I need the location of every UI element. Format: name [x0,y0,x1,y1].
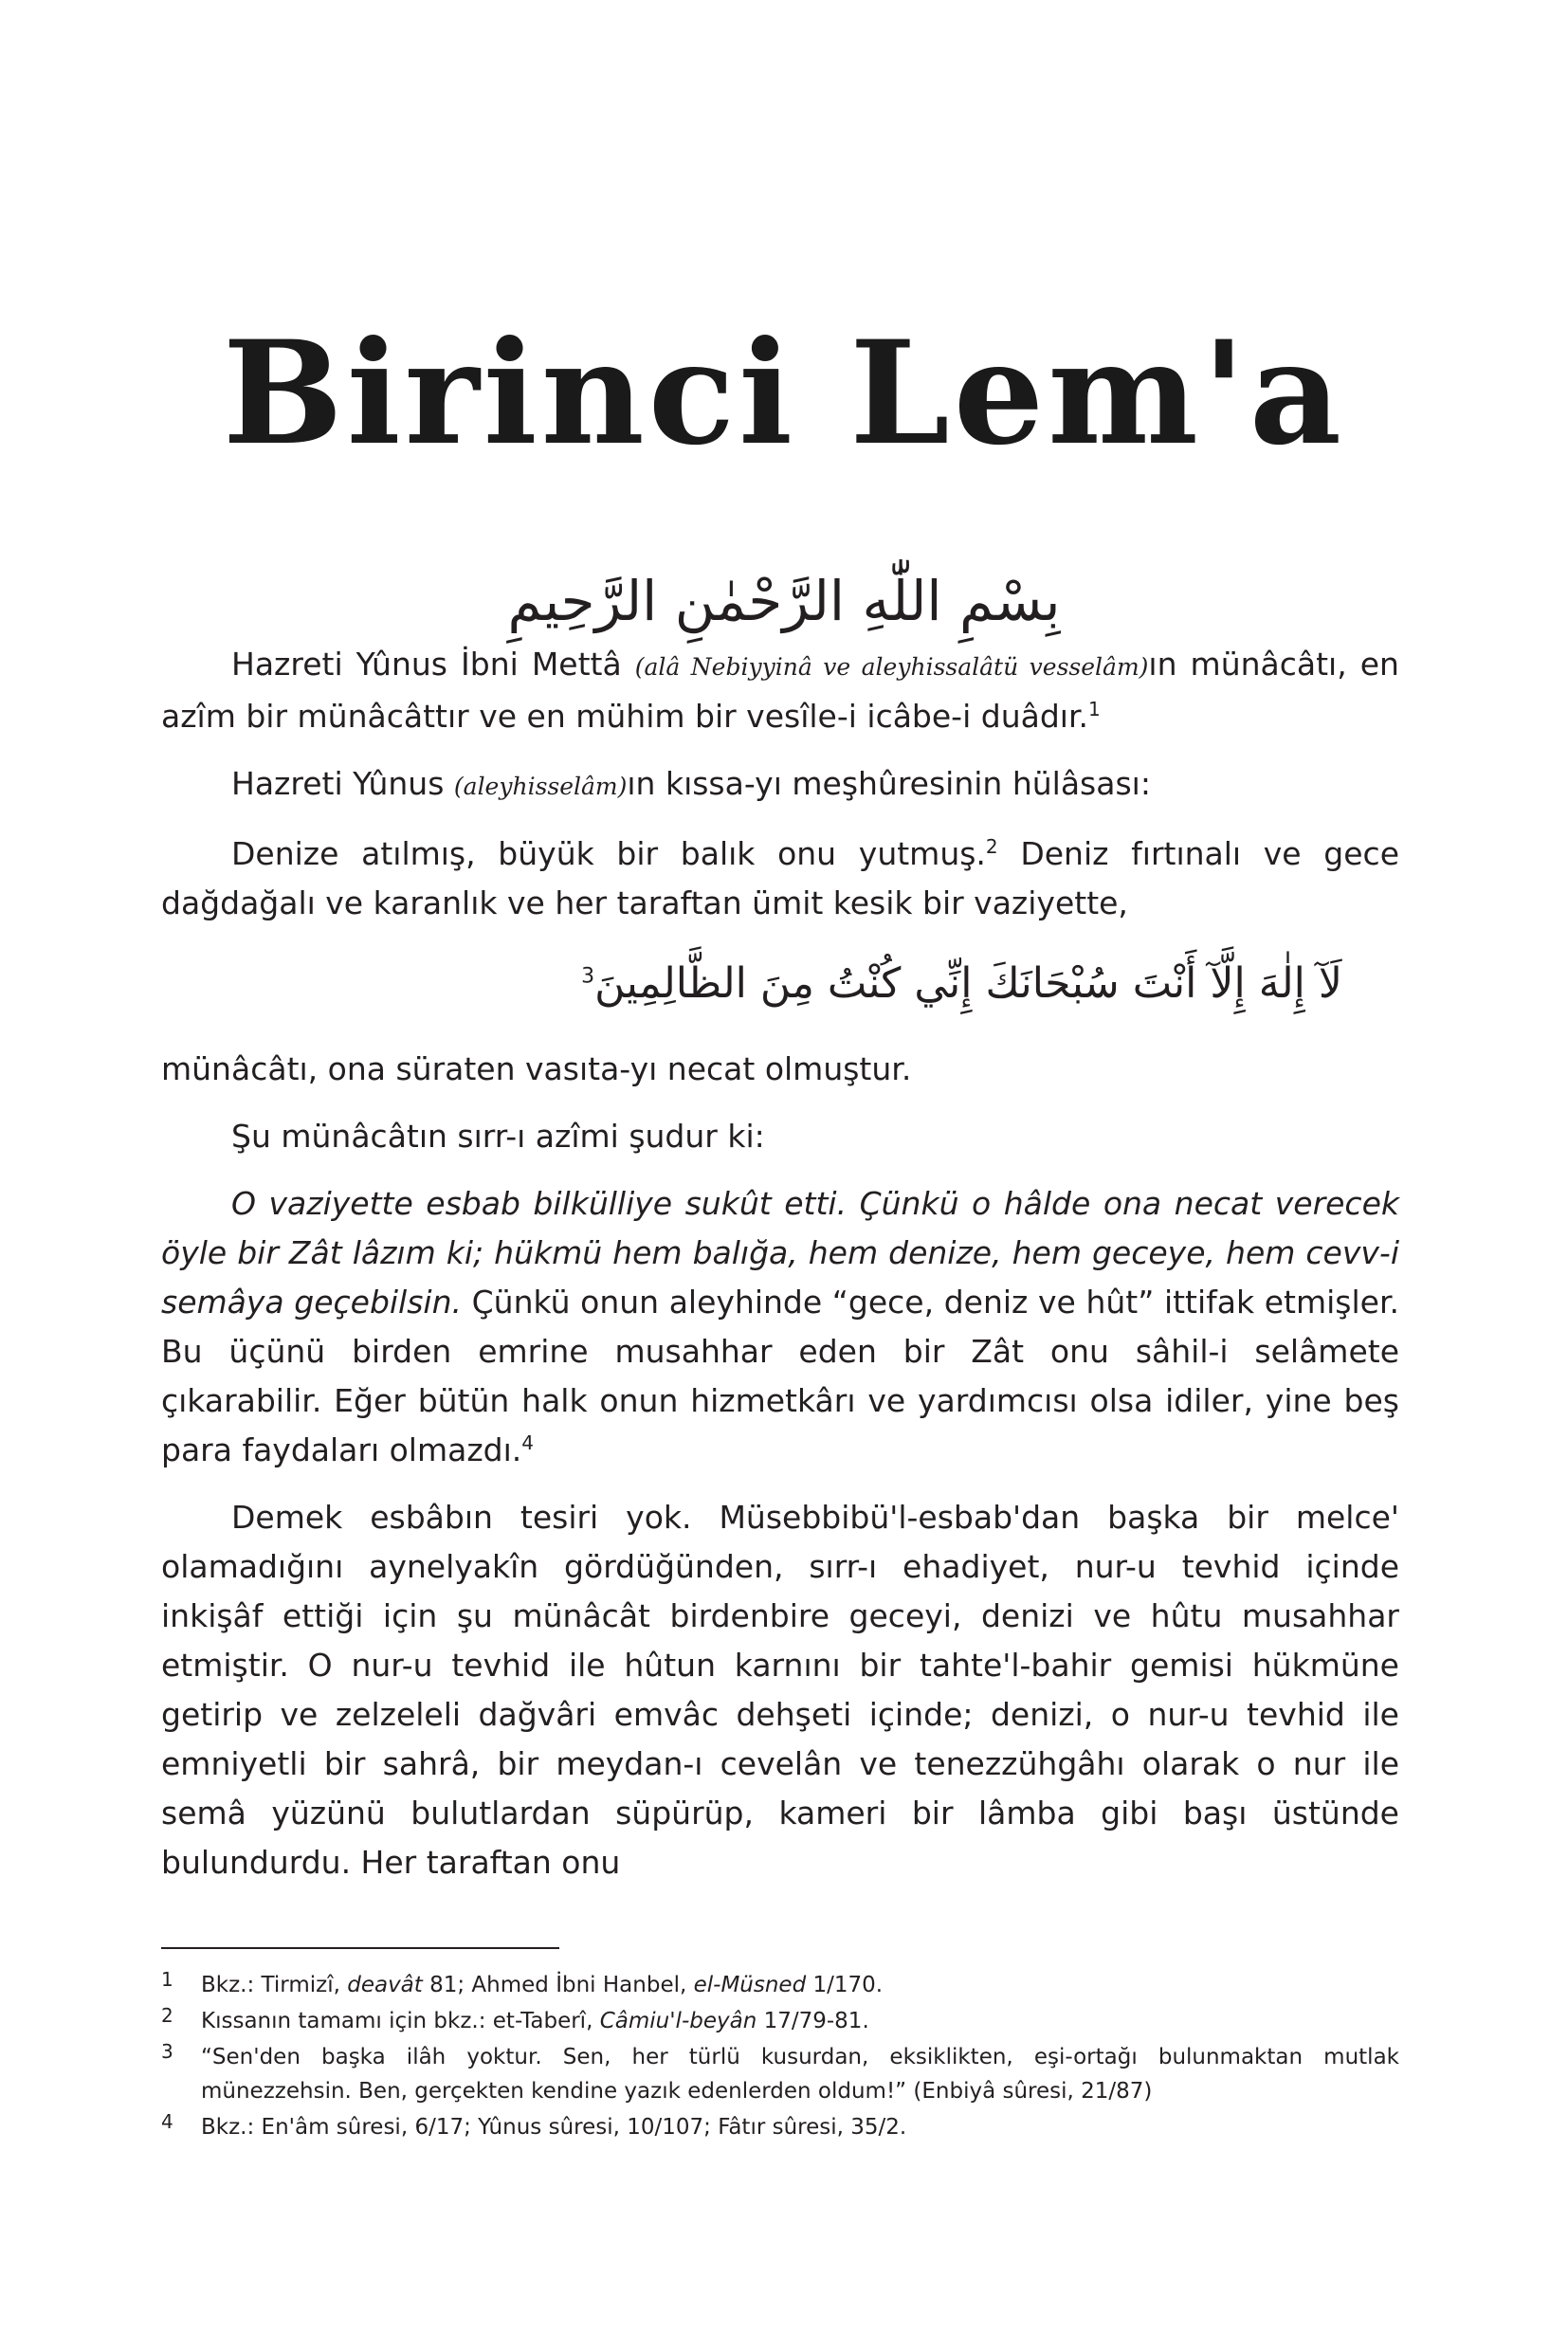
footnote-number: 3 [161,2040,173,2063]
footnote-number: 4 [161,2110,173,2133]
footnote-number: 1 [161,1968,173,1991]
footnote-ref[interactable]: 1 [1087,698,1101,720]
honorific: (alâ Nebiyyinâ ve aleyhissalâtü vesselâm) [634,653,1149,681]
footnote: 1 Bkz.: Tirmizî, deavât 81; Ahmed İbni Hanbel, el-Müsned 1/170. [161,1968,1399,2002]
footnote: 4 Bkz.: En'âm sûresi, 6/17; Yûnus sûresi, 10/107; Fâtır sûresi, 35/2. [161,2110,1399,2144]
italic-passage: O vaziyette esbab bilkülliye sukût etti. Çünkü o hâlde ona necat verecek öyle bir Zât lâzım ki; hükmü hem balığa, hem denize, hem geceye, hem cevv-i semâya geçebilsin. [161,1185,1399,1321]
paragraph-4: münâcâtı, ona süraten vasıta-yı necat olmuştur. [161,1050,912,1087]
paragraph-5: Şu münâcâtın sırr-ı azîmi şudur ki: [231,1118,765,1155]
footnote-ref[interactable]: 2 [985,835,998,858]
honorific: (aleyhisselâm) [453,773,628,800]
main-text [161,640,1399,1905]
footnote: 2 Kıssanın tamamı için bkz.: et-Taberî, Câmiu'l-beyân 17/79-81. [161,2004,1399,2038]
basmala: بِسْمِ اللّٰهِ الرَّحْمٰنِ الرَّحِيمِ [507,569,1061,633]
footnote-number: 2 [161,2004,173,2027]
chapter-title: Birinci Lem'a [222,310,1346,477]
arabic-verse: لَآ إِلٰهَ إِلَّآ أَنْتَ سُبْحَانَكَ إِنِّي كُنْتُ مِنَ الظَّالِمِينَ$^3$ [581,959,1342,1008]
paragraph-7: Demek esbâbın tesiri yok. Müsebbibü'l-esbab'dan başka bir melce' olamadığını aynelyakîn gördüğünden, sırr-ı ehadiyet, nur-u tevhid içinde inkişâf ettiği için şu münâcât birdenbire geceyi, denizi ve hûtu musahhar etmiştir. O nur-u tevhid ile hûtun karnını bir tahte'l-bahir gemisi hükmüne getirip ve zelzeleli dağvâri emvâc dehşeti içinde; denizi, o nur-u tevhid ile emniyetli bir sahrâ, bir meydan-ı cevelân ve tenezzühgâhı olarak o nur ile semâ yüzünü bulutlardan süpürüp, kameri bir lâmba gibi başı üstünde bulundurdu. Her taraftan onu [161,1499,1399,1881]
footnotes [161,1968,1399,2146]
footnote-divider [161,1947,559,1949]
paragraph-3: Denize atılmış, büyük bir balık onu yutmuş.$^2$ Deniz fırtınalı ve gece dağdağalı ve karanlık ve her taraftan ümit kesik bir vaziyette, [161,835,1399,921]
paragraph-6: O vaziyette esbab bilkülliye sukût etti. Çünkü o hâlde ona necat verecek öyle bir Zât lâzım ki; hükmü hem balığa, hem denize, hem geceye, hem cevv-i semâya geçebilsin. Çünkü onun aleyhinde “gece, deniz ve hût” ittifak etmişler. Bu üçünü birden emrine musahhar eden bir Zât onu sâhil-i selâmete çıkarabilir. Eğer bütün halk onun hizmetkârı ve yardımcısı olsa idiler, yine beş para faydaları olmazdı.$^4$ [161,1185,1399,1468]
paragraph-2: Hazreti Yûnus (aleyhisselâm)ın kıssa-yı meşhûresinin hülâsası: [231,765,1151,802]
footnote-ref[interactable]: 3 [581,964,595,989]
paragraph-1: Hazreti Yûnus İbni Mettâ (alâ Nebiyyinâ ve aleyhissalâtü vesselâm)ın münâcâtı, en azîm bir münâcâttır ve en mühim bir vesîle-i icâbe-i duâdır.$^1$ [161,646,1399,735]
footnote-ref[interactable]: 4 [521,1431,534,1454]
footnote: 3 “Sen'den başka ilâh yoktur. Sen, her türlü kusurdan, eksiklikten, eşi-ortağı bulunmaktan mutlak münezzehsin. Ben, gerçekten kendine yazık edenlerden oldum!” (Enbiyâ sûresi, 21/87) [161,2040,1399,2108]
